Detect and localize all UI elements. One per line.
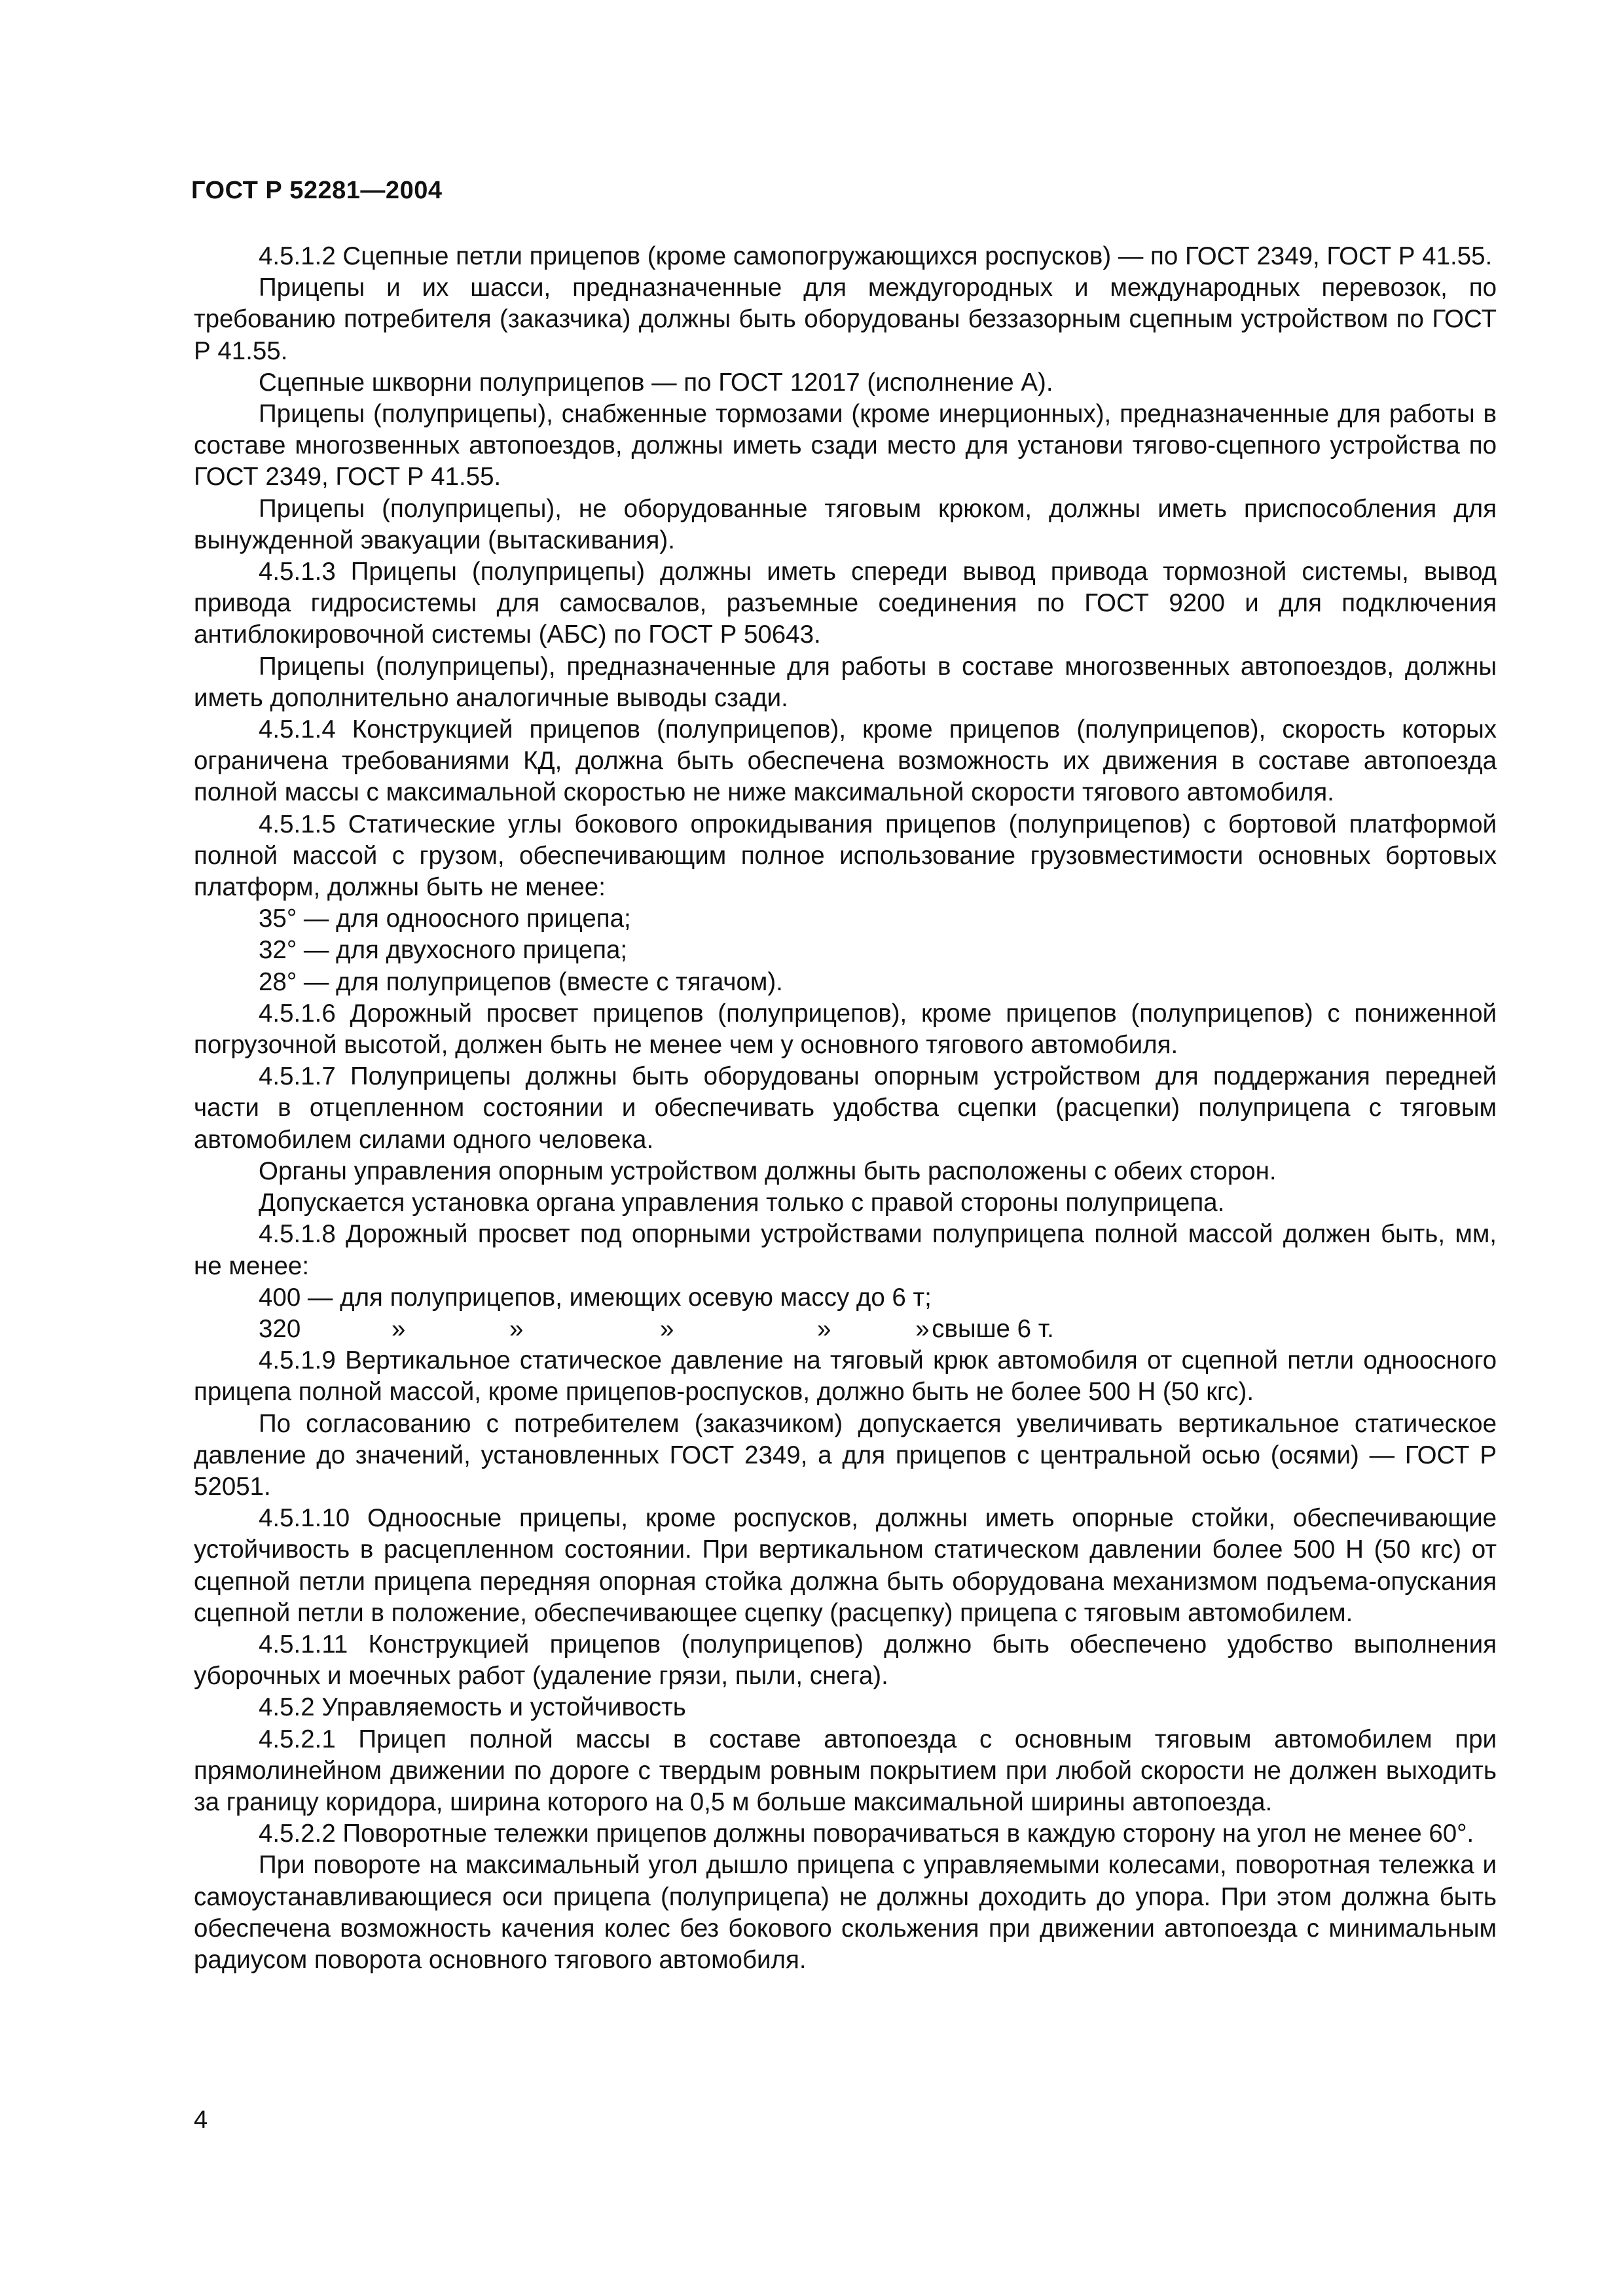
paragraph-4-5-1-5: 4.5.1.5 Статические углы бокового опрокидывания прицепов (полуприцепов) с бортовой платформой полной массой с грузом, обеспечивающим полное использование грузовместимости основных бортовых платформ, должны быть не менее: <box>194 810 1497 902</box>
paragraph-4-5-2-1: 4.5.2.1 Прицеп полной массы в составе автопоезда с основным тяговым автомобилем при прямолинейном движении по дороге с твердым ровным покрытием при любой скорости не должен выходить за границу коридора, ширина которого на 0,5 м больше максимальной ширины автопоезда. <box>194 1725 1497 1816</box>
paragraph-4-5-1-7: 4.5.1.7 Полуприцепы должны быть оборудованы опорным устройством для поддержания передней части в отцепленном состоянии и обеспечивать удобства сцепки (расцепки) полуприцепа с тяговым автомобилем силами одного человека. <box>194 1062 1497 1154</box>
document-body <box>194 241 1497 1976</box>
paragraph: Допускается установка органа управления только с правой стороны полуприцепа. <box>259 1189 1225 1217</box>
ditto-mark: » <box>509 1314 524 1343</box>
list-item: 35° — для одноосного прицепа; <box>259 905 631 933</box>
paragraph-4-5-1-9: 4.5.1.9 Вертикальное статическое давление на тяговый крюк автомобиля от сцепной петли одноосного прицепа полной массой, кроме прицепов-роспусков, должно быть не более 500 Н (50 кгс). <box>194 1346 1497 1407</box>
paragraph: Прицепы (полуприцепы), не оборудованные тяговым крюком, должны иметь приспособления для вынужденной эвакуации (вытаскивания). <box>194 494 1497 554</box>
paragraph-4-5-2-2: 4.5.2.2 Поворотные тележки прицепов должны поворачиваться в каждую сторону на угол не менее 60°. <box>259 1820 1474 1848</box>
paragraph: Органы управления опорным устройством должны быть расположены с обеих сторон. <box>259 1157 1277 1185</box>
list-item: 32° — для двухосного прицепа; <box>259 936 628 965</box>
paragraph-4-5-1-8: 4.5.1.8 Дорожный просвет под опорными устройствами полуприцепа полной массой должен быть, мм, не менее: <box>194 1220 1497 1280</box>
document-header: ГОСТ Р 52281—2004 <box>191 177 443 204</box>
paragraph-4-5-1-6: 4.5.1.6 Дорожный просвет прицепов (полуприцепов), кроме прицепов (полуприцепов) с пониженной погрузочной высотой, должен быть не менее чем у основного тягового автомобиля. <box>194 999 1497 1060</box>
ditto-mark: » <box>392 1314 406 1343</box>
paragraph: Прицепы (полуприцепы), снабженные тормозами (кроме инерционных), предназначенные для работы в составе многозвенных автопоездов, должны иметь сзади место для установи тягово-сцепного устройства по ГОСТ 2349, ГОСТ Р 41.55. <box>194 400 1497 492</box>
ditto-mark: » <box>915 1314 930 1343</box>
ditto-mark: » <box>817 1314 831 1343</box>
paragraph: По согласованию с потребителем (заказчиком) допускается увеличивать вертикальное статическое давление до значений, установленных ГОСТ 2349, а для прицепов с центральной осью (осями) — ГОСТ Р 52051. <box>194 1409 1497 1501</box>
ditto-line <box>194 1314 1497 1345</box>
ditto-mark: » <box>660 1314 674 1343</box>
paragraph: Сцепные шкворни полуприцепов — по ГОСТ 12017 (исполнение А). <box>259 368 1053 397</box>
paragraph: Прицепы (полуприцепы), предназначенные для работы в составе многозвенных автопоездов, должны иметь дополнительно аналогичные выводы сзади. <box>194 652 1497 712</box>
paragraph-4-5-1-2: 4.5.1.2 Сцепные петли прицепов (кроме самопогружающихся роспусков) — по ГОСТ 2349, ГОСТ Р 41.55. <box>259 242 1493 270</box>
ditto-value: 320 <box>259 1314 301 1343</box>
paragraph-4-5-1-10: 4.5.1.10 Одноосные прицепы, кроме роспусков, должны иметь опорные стойки, обеспечивающие устойчивость в расцепленном состоянии. При вертикальном статическом давлении более 500 Н (50 кгс) от сцепной петли прицепа передняя опорная стойка должна быть оборудована механизмом подъема-опускания сцепной петли в положение, обеспечивающее сцепку (расцепку) прицепа с тяговым автомобилем. <box>194 1504 1497 1627</box>
list-item: 28° — для полуприцепов (вместе с тягачом). <box>259 967 783 996</box>
paragraph-4-5-1-4: 4.5.1.4 Конструкцией прицепов (полуприцепов), кроме прицепов (полуприцепов), скорость которых ограничена требованиями КД, должна быть обеспечена возможность их движения в составе автопоезда полной массы с максимальной скоростью не ниже максимальной скорости тягового автомобиля. <box>194 715 1497 807</box>
section-heading-4-5-2: 4.5.2 Управляемость и устойчивость <box>259 1693 686 1722</box>
ditto-tail: свыше 6 т. <box>932 1314 1054 1343</box>
paragraph: Прицепы и их шасси, предназначенные для междугородных и международных перевозок, по требованию потребителя (заказчика) должны быть оборудованы беззазорным сцепным устройством по ГОСТ Р 41.55. <box>194 274 1497 365</box>
paragraph: При повороте на максимальный угол дышло прицепа с управляемыми колесами, поворотная тележка и самоустанавливающиеся оси прицепа (полуприцепа) не должны доходить до упора. При этом должна быть обеспечена возможность качения колес без бокового скольжения при движении автопоезда с минимальным радиусом поворота основного тягового автомобиля. <box>194 1851 1497 1974</box>
paragraph-4-5-1-3: 4.5.1.3 Прицепы (полуприцепы) должны иметь спереди вывод привода тормозной системы, вывод привода гидросистемы для самосвалов, разъемные соединения по ГОСТ 9200 и для подключения антиблокировочной системы (АБС) по ГОСТ Р 50643. <box>194 558 1497 649</box>
list-item: 400 — для полуприцепов, имеющих осевую массу до 6 т; <box>259 1283 932 1312</box>
paragraph-4-5-1-11: 4.5.1.11 Конструкцией прицепов (полуприцепов) должно быть обеспечено удобство выполнения уборочных и моечных работ (удаление грязи, пыли, снега). <box>194 1630 1497 1691</box>
page-number: 4 <box>194 2106 208 2134</box>
